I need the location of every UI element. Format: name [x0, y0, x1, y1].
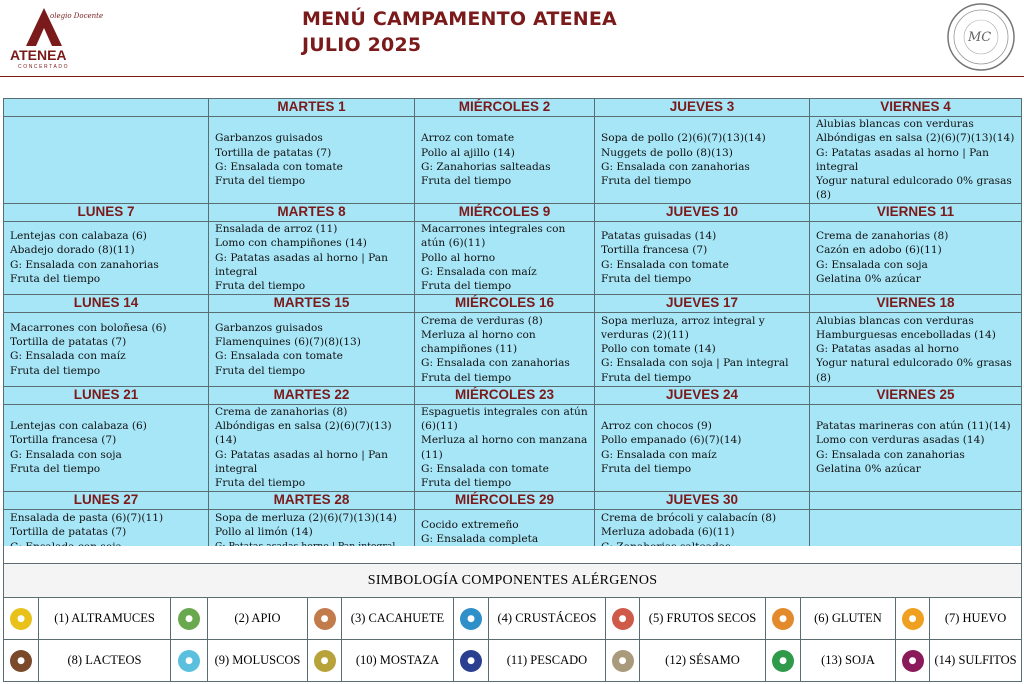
day-header: MARTES 8 [209, 203, 415, 221]
week-header-row [4, 491, 1022, 509]
menu-item: Gelatina 0% azúcar [816, 273, 921, 286]
fish-icon: ● [460, 650, 482, 672]
menu-item: G: Ensalada con tomate [215, 160, 343, 173]
day-header: MARTES 1 [209, 99, 415, 117]
menu-item: Abadejo dorado (8)(11) [10, 244, 135, 257]
day-header: LUNES 7 [4, 203, 209, 221]
day-header [810, 491, 1022, 509]
menu-item: Ensalada de arroz (11) [215, 223, 338, 236]
legend-icon-cell [454, 598, 489, 640]
day-header: VIERNES 18 [810, 294, 1022, 312]
menu-item: Sopa merluza, arroz integral y verduras (2)(11) [601, 314, 765, 341]
day-header: LUNES 21 [4, 386, 209, 404]
day-header: MIÉRCOLES 16 [415, 294, 595, 312]
peanut-icon: ● [314, 608, 336, 630]
menu-item: G: Ensalada con tomate [421, 462, 549, 475]
day-menu-cell [595, 117, 810, 204]
legend-label: (3) CACAHUETE [342, 598, 454, 640]
celery-icon: ● [178, 608, 200, 630]
menu-item: Sopa de pollo (2)(6)(7)(13)(14) [601, 132, 766, 145]
day-header: MIÉRCOLES 9 [415, 203, 595, 221]
legend-icon-cell [606, 598, 640, 640]
title-line-2: JULIO 2025 [302, 34, 422, 56]
week-menu-row [4, 312, 1022, 386]
menu-item: G: Patatas asadas al horno [816, 343, 959, 356]
menu-item: Yogur natural edulcorado 0% grasas (8) [816, 357, 1012, 384]
menu-item: G: Ensalada con zanahorias [421, 357, 570, 370]
table-spacer [3, 546, 1022, 564]
day-header: MARTES 28 [209, 491, 415, 509]
sesame-icon: ● [612, 650, 634, 672]
menu-item: G: Zanahorias salteadas [421, 160, 551, 173]
nut-icon: ● [612, 608, 634, 630]
shell-icon: ● [178, 650, 200, 672]
sulfite-icon: ● [902, 650, 924, 672]
menu-item: Fruta del tiempo [421, 371, 512, 384]
mustard-icon: ● [314, 650, 336, 672]
menu-item: Patatas guisadas (14) [601, 230, 717, 243]
day-menu-cell [4, 312, 209, 386]
menu-item: G: Ensalada completa [421, 533, 539, 546]
menu-item: G: Ensalada con tomate [215, 350, 343, 363]
menu-item: Tortilla de patatas (7) [215, 146, 332, 159]
day-header: VIERNES 4 [810, 99, 1022, 117]
legend-label: (2) APIO [208, 598, 308, 640]
menu-item: Albóndigas en salsa (2)(6)(7)(13)(14) [215, 420, 392, 447]
menu-item: Patatas marineras con atún (11)(14) [816, 420, 1011, 433]
menu-item: Alubias blancas con verduras [816, 314, 974, 327]
day-menu-cell [415, 312, 595, 386]
title-line-1: MENÚ CAMPAMENTO ATENEA [302, 8, 617, 30]
day-header: JUEVES 17 [595, 294, 810, 312]
menu-item: Hamburguesas encebolladas (14) [816, 328, 996, 341]
day-header: MIÉRCOLES 2 [415, 99, 595, 117]
day-header: VIERNES 25 [810, 386, 1022, 404]
day-header: JUEVES 10 [595, 203, 810, 221]
menu-item: Cazón en adobo (6)(11) [816, 244, 942, 257]
menu-item: Crema de zanahorias (8) [215, 405, 348, 418]
day-header: MIÉRCOLES 23 [415, 386, 595, 404]
day-header: MIÉRCOLES 29 [415, 491, 595, 509]
legend-row [4, 640, 1022, 682]
menu-item: Arroz con tomate [421, 132, 515, 145]
menu-item: Fruta del tiempo [601, 371, 692, 384]
legend-icon-cell [171, 598, 208, 640]
day-menu-cell [595, 312, 810, 386]
menu-item: G: Ensalada con zanahorias [601, 160, 750, 173]
week-header-row [4, 294, 1022, 312]
header-divider [0, 76, 1024, 77]
menu-item: Pollo al ajillo (14) [421, 146, 515, 159]
menu-item: Macarrones integrales con atún (6)(11) [421, 223, 566, 250]
day-menu-cell [4, 117, 209, 204]
day-header: MARTES 15 [209, 294, 415, 312]
day-menu-cell [595, 404, 810, 491]
legend-label: (8) LACTEOS [39, 640, 171, 682]
milk-icon: ● [10, 650, 32, 672]
legend-label: (11) PESCADO [489, 640, 606, 682]
legend-icon-cell [308, 640, 342, 682]
seal-emblem [946, 2, 1016, 72]
menu-item: Cocido extremeño [421, 519, 519, 532]
menu-item: G: Ensalada con tomate [601, 258, 729, 271]
menu-item: Lomo con champiñones (14) [215, 237, 367, 250]
legend-label: (9) MOLUSCOS [208, 640, 308, 682]
day-menu-cell [810, 221, 1022, 294]
menu-item: G: Ensalada con maíz [421, 265, 537, 278]
menu-item: Albóndigas en salsa (2)(6)(7)(13)(14) [816, 132, 1015, 145]
legend-label: (4) CRUSTÁCEOS [489, 598, 606, 640]
menu-item: Lomo con verduras asadas (14) [816, 434, 985, 447]
legend-icon-cell [766, 640, 801, 682]
menu-item: G: Ensalada con maíz [601, 448, 717, 461]
day-header: MARTES 22 [209, 386, 415, 404]
menu-item: Fruta del tiempo [601, 462, 692, 475]
legend-icon-cell [4, 598, 39, 640]
menu-item: G: Patatas asadas al horno | Pan integral [215, 251, 388, 278]
legend-icon-cell [171, 640, 208, 682]
legend-icon-cell [896, 640, 930, 682]
day-menu-cell [595, 221, 810, 294]
allergen-legend [3, 563, 1022, 682]
logo-subtext: CONCERTADO [18, 64, 70, 70]
menu-item: Fruta del tiempo [10, 462, 101, 475]
menu-item: Garbanzos guisados [215, 321, 323, 334]
logo-text: ATENEA [10, 47, 67, 63]
menu-item: Sopa de merluza (2)(6)(7)(13)(14) [215, 511, 397, 524]
menu-item: Arroz con chocos (9) [601, 420, 712, 433]
day-header: JUEVES 30 [595, 491, 810, 509]
menu-item: Fruta del tiempo [421, 280, 512, 293]
legend-icon-cell [308, 598, 342, 640]
legend-icon-cell [766, 598, 801, 640]
menu-item: Alubias blancas con verduras [816, 118, 974, 130]
menu-table [3, 98, 1022, 571]
menu-item: Pollo empanado (6)(7)(14) [601, 434, 742, 447]
menu-item: Crema de zanahorias (8) [816, 230, 949, 243]
legend-icon-cell [606, 640, 640, 682]
menu-item: Pollo al limón (14) [215, 526, 313, 539]
menu-item: Tortilla de patatas (7) [10, 335, 127, 348]
menu-item: Fruta del tiempo [10, 273, 101, 286]
legend-label: (12) SÉSAMO [640, 640, 766, 682]
menu-item: Lentejas con calabaza (6) [10, 230, 147, 243]
menu-item: Merluza al horno con manzana (11) [421, 434, 588, 461]
menu-item: Crema de verduras (8) [421, 314, 543, 327]
week-menu-row [4, 117, 1022, 204]
legend-icon-cell [896, 598, 930, 640]
legend-label: (14) SULFITOS [930, 640, 1022, 682]
day-menu-cell [209, 312, 415, 386]
menu-item: Macarrones con boloñesa (6) [10, 321, 167, 334]
lupin-icon: ● [10, 608, 32, 630]
legend-label: (6) GLUTEN [801, 598, 896, 640]
menu-item: Lentejas con calabaza (6) [10, 420, 147, 433]
menu-item: Fruta del tiempo [601, 175, 692, 188]
menu-item: G: Ensalada con soja | Pan integral [601, 357, 789, 370]
menu-item: Yogur natural edulcorado 0% grasas (8) [816, 175, 1012, 202]
day-menu-cell [415, 117, 595, 204]
menu-item: Tortilla francesa (7) [10, 434, 117, 447]
day-header: LUNES 14 [4, 294, 209, 312]
day-menu-cell [209, 221, 415, 294]
legend-label: (10) MOSTAZA [342, 640, 454, 682]
legend-title: SIMBOLOGÍA COMPONENTES ALÉRGENOS [4, 564, 1022, 598]
wheat-icon: ● [772, 608, 794, 630]
legend-icon-cell [454, 640, 489, 682]
menu-item: Tortilla de patatas (7) [10, 526, 127, 539]
menu-item: Gelatina 0% azúcar [816, 462, 921, 475]
school-logo [6, 2, 104, 72]
day-header: LUNES 27 [4, 491, 209, 509]
legend-label: (7) HUEVO [930, 598, 1022, 640]
menu-item: Pollo al horno [421, 251, 496, 264]
menu-item: Pollo con tomate (14) [601, 343, 716, 356]
menu-item: G: Ensalada con soja [10, 448, 122, 461]
day-header: VIERNES 11 [810, 203, 1022, 221]
logo-arc-text: olegio Docente [50, 12, 104, 20]
menu-item: Merluza al horno con champiñones (11) [421, 328, 536, 356]
menu-item: Garbanzos guisados [215, 132, 323, 145]
week-menu-row [4, 221, 1022, 294]
legend-label: (5) FRUTOS SECOS [640, 598, 766, 640]
menu-item: Fruta del tiempo [421, 477, 512, 490]
week-header-row [4, 203, 1022, 221]
menu-item: Fruta del tiempo [10, 364, 101, 377]
menu-item: Espaguetis integrales con atún (6)(11) [421, 405, 588, 433]
menu-item: G: Patatas asadas al horno | Pan integral [215, 448, 388, 475]
menu-item: G: Patatas asadas al horno | Pan integral [816, 146, 989, 173]
legend-row [4, 598, 1022, 640]
legend-icon-cell [4, 640, 39, 682]
menu-item: G: Ensalada con soja [816, 258, 928, 271]
day-menu-cell [415, 404, 595, 491]
day-header: JUEVES 24 [595, 386, 810, 404]
menu-item: Merluza adobada (6)(11) [601, 526, 735, 539]
menu-item: G: Ensalada con zanahorias [10, 258, 159, 271]
menu-item: Fruta del tiempo [215, 175, 306, 188]
crab-icon: ● [460, 608, 482, 630]
day-header [4, 99, 209, 117]
menu-item: Nuggets de pollo (8)(13) [601, 146, 733, 159]
menu-item: Crema de brócoli y calabacín (8) [601, 511, 777, 524]
day-menu-cell [810, 312, 1022, 386]
menu-item: Flamenquines (6)(7)(8)(13) [215, 335, 361, 348]
day-menu-cell [810, 117, 1022, 204]
menu-item: Fruta del tiempo [601, 273, 692, 286]
menu-item: G: Ensalada con zanahorias [816, 448, 965, 461]
legend-label: (1) ALTRAMUCES [39, 598, 171, 640]
soy-icon: ● [772, 650, 794, 672]
week-header-row [4, 99, 1022, 117]
day-menu-cell [4, 404, 209, 491]
menu-item: Ensalada de pasta (6)(7)(11) [10, 511, 164, 524]
egg-icon: ● [902, 608, 924, 630]
legend-label: (13) SOJA [801, 640, 896, 682]
day-menu-cell [4, 221, 209, 294]
page-title [302, 6, 617, 58]
seal-text: MC [968, 30, 992, 45]
menu-item: Fruta del tiempo [215, 364, 306, 377]
day-header: JUEVES 3 [595, 99, 810, 117]
page-header [0, 0, 1024, 76]
menu-item: Tortilla francesa (7) [601, 244, 708, 257]
day-menu-cell [415, 221, 595, 294]
week-menu-row [4, 404, 1022, 491]
menu-item: Fruta del tiempo [215, 280, 306, 293]
day-menu-cell [810, 404, 1022, 491]
menu-item: Fruta del tiempo [421, 175, 512, 188]
day-menu-cell [209, 404, 415, 491]
menu-item: G: Ensalada con maíz [10, 350, 126, 363]
menu-item: Fruta del tiempo [215, 477, 306, 490]
week-header-row [4, 386, 1022, 404]
day-menu-cell [209, 117, 415, 204]
